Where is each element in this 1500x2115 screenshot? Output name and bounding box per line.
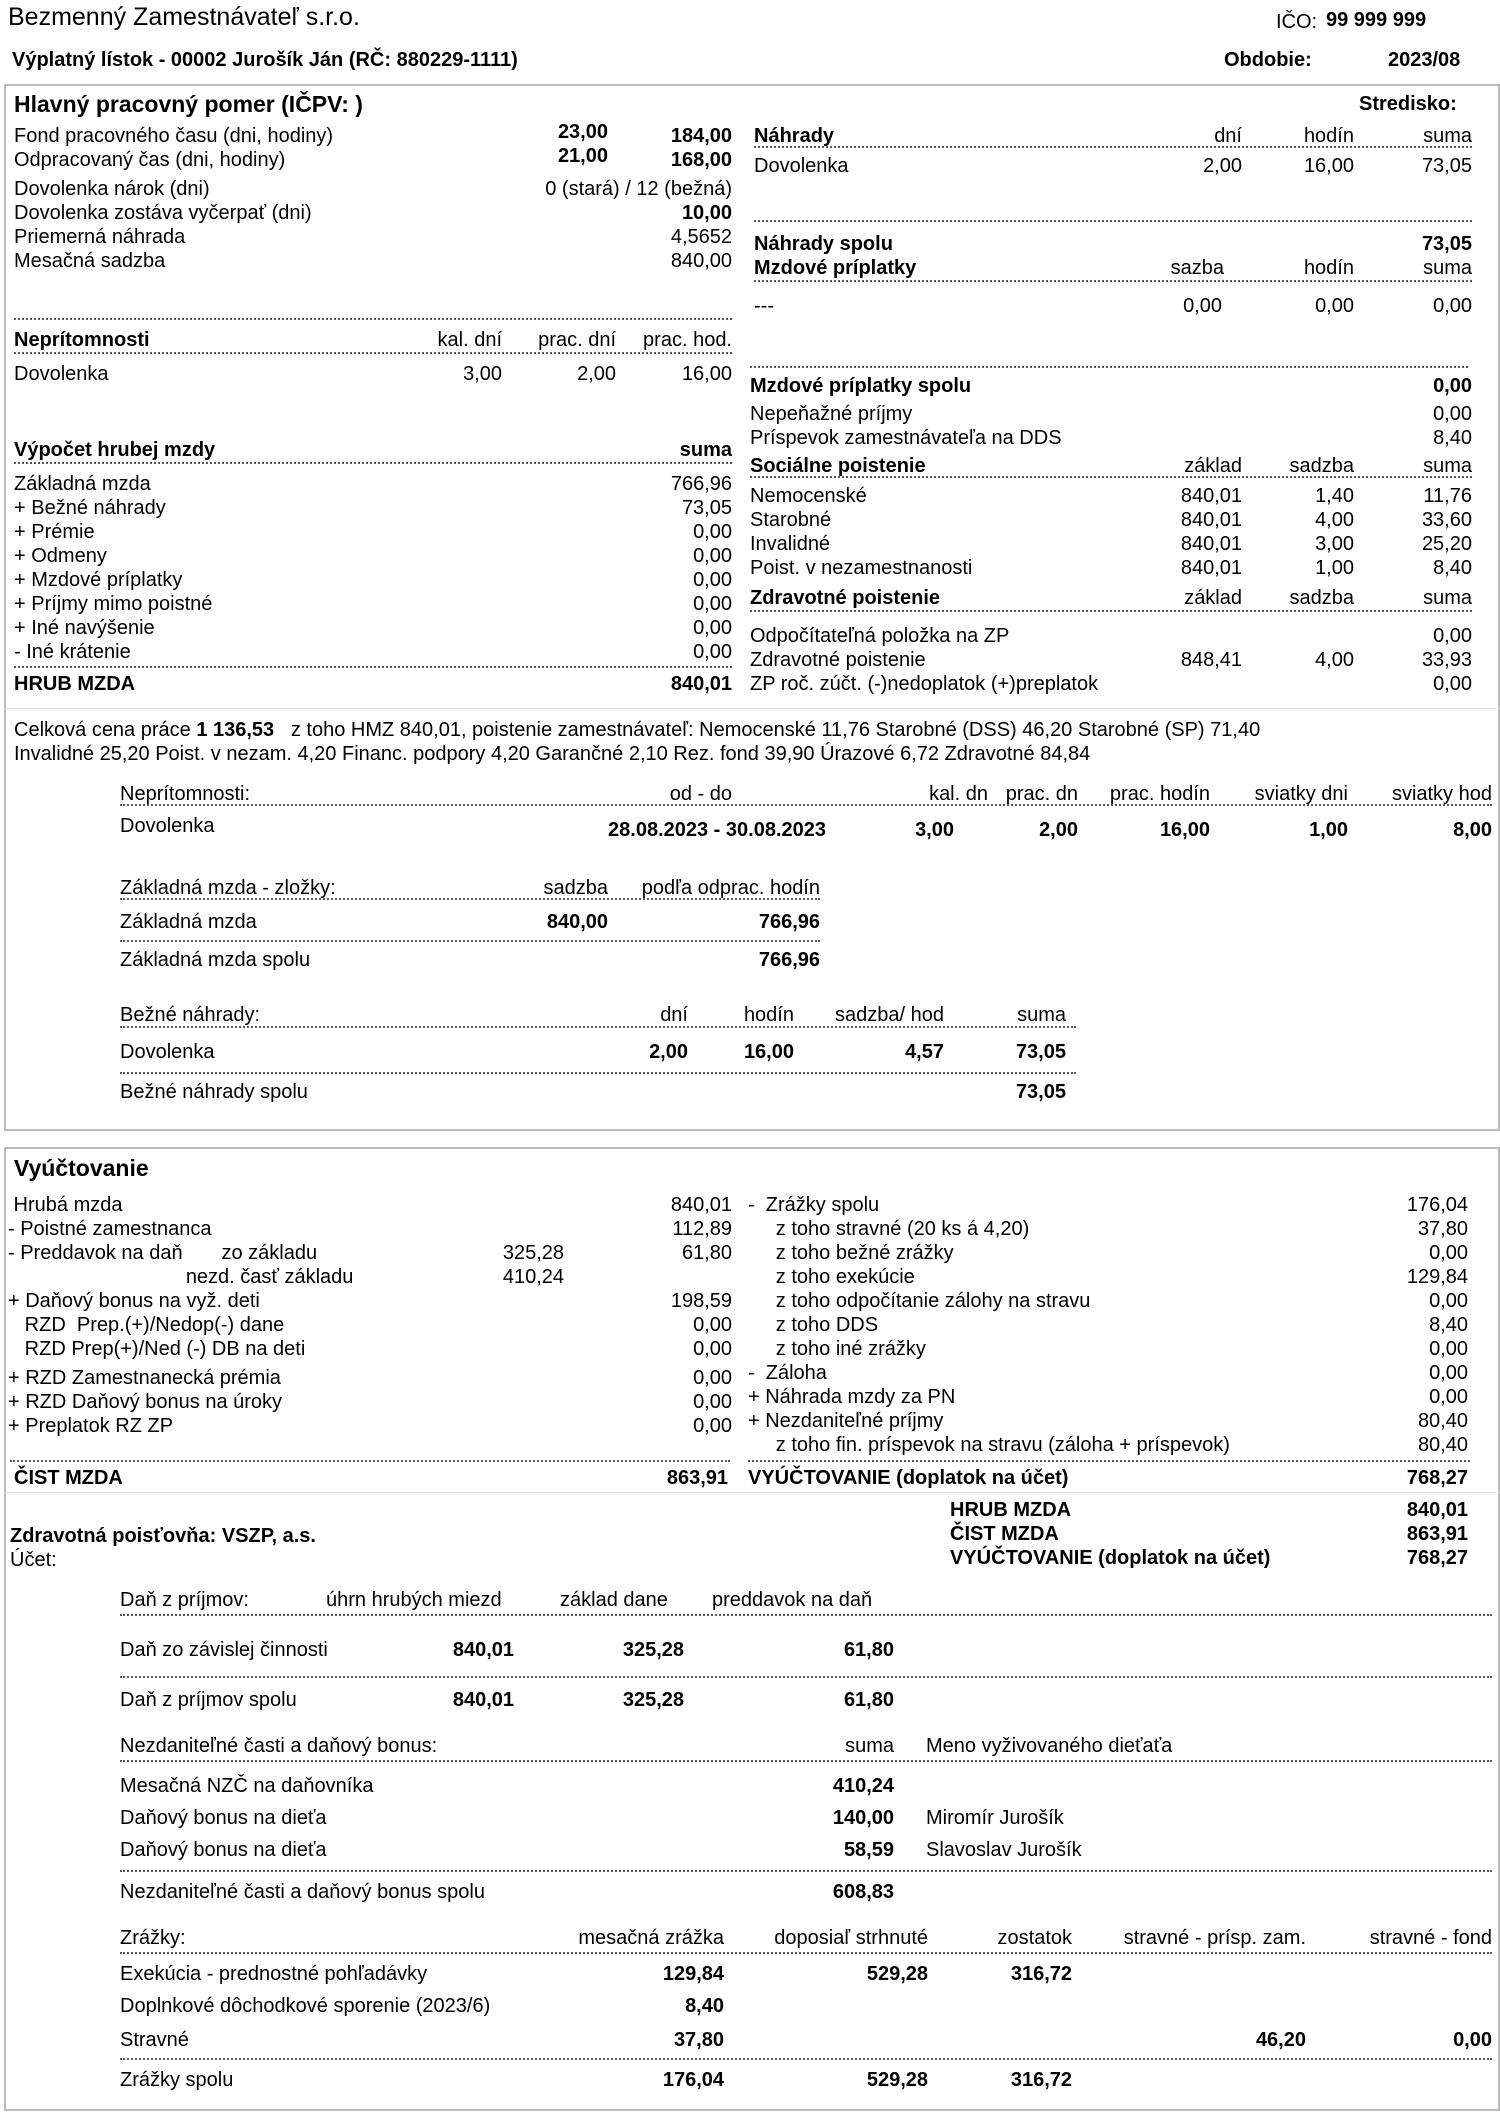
comp-row-days: 2,00	[1203, 155, 1242, 177]
deduction-row-label: Stravné	[120, 2029, 189, 2051]
abs2-head-holiday-days: sviatky dni	[1254, 783, 1348, 805]
divider	[120, 1676, 1492, 1678]
settlement-left-value: 840,01	[670, 1194, 732, 1216]
basic-row-hours: 766,96	[758, 911, 820, 933]
regcomp-head-rate: sadzba/ hod	[835, 1004, 944, 1026]
ico-label: IČO:	[1276, 11, 1318, 33]
settlement-right-label: z toho DDS	[748, 1314, 879, 1336]
supp-row-sum: 0,00	[1433, 295, 1472, 317]
settlement-right-value: 80,40	[1417, 1410, 1468, 1432]
settlement-left-value: 198,59	[670, 1290, 732, 1312]
settlement-left-label: - Poistné zamestnanca	[8, 1218, 212, 1240]
abs2-row-hours: 16,00	[1159, 819, 1210, 841]
tax-total-advance: 61,80	[843, 1689, 894, 1711]
social-col-rate: sadzba	[1289, 455, 1354, 477]
supp-row-rate: 0,00	[1183, 295, 1222, 317]
settlement-right-value: 129,84	[1406, 1266, 1468, 1288]
labor-cost-value: 1 136,53	[196, 719, 275, 741]
tax-head-label: Daň z príjmov:	[120, 1589, 249, 1611]
gross-row-label: + Príjmy mimo poistné	[14, 593, 213, 615]
settlement-right-value: 0,00	[1429, 1362, 1468, 1384]
tax-total-label: Daň z príjmov spolu	[120, 1689, 297, 1711]
comp-row-label: Dovolenka	[754, 155, 849, 177]
ded-total-withheld: 529,28	[866, 2069, 928, 2091]
settlement-right-label: - Záloha	[748, 1362, 827, 1384]
stredisko-label: Stredisko:	[1359, 93, 1457, 115]
nonmonetary-label: Nepeňažné príjmy	[750, 403, 913, 425]
abs2-head-hours: prac. hodín	[1109, 783, 1210, 805]
divider	[754, 280, 1472, 282]
settlement-right-value: 80,40	[1417, 1434, 1468, 1456]
abs2-head-label: Neprítomnosti:	[120, 783, 251, 805]
account-label: Účet:	[10, 1549, 57, 1571]
comp-total-value: 73,05	[1421, 233, 1472, 255]
divider	[14, 352, 732, 354]
summary-net-value: 863,91	[1406, 1523, 1468, 1545]
regcomp-head-label: Bežné náhrady:	[120, 1004, 261, 1026]
abs2-row-work: 2,00	[1039, 819, 1078, 841]
bonus-row-label: Daňový bonus na dieťa	[120, 1839, 327, 1861]
divider	[120, 1952, 1492, 1954]
settlement-right-value: 0,00	[1429, 1338, 1468, 1360]
comp-col-days: dní	[1214, 125, 1242, 147]
social-row-label: Poist. v nezamestnanosti	[750, 557, 973, 579]
ded-head-meal-fund: stravné - fond	[1369, 1927, 1492, 1949]
health-col-base: základ	[1184, 587, 1242, 609]
gross-row-value: 0,00	[693, 617, 732, 639]
period-label: Obdobie:	[1224, 49, 1312, 71]
social-row-base: 840,01	[1180, 485, 1242, 507]
settlement-left-value: 0,00	[693, 1415, 732, 1437]
deduction-row-withheld: 529,28	[866, 1963, 928, 1985]
abs2-row-cal: 3,00	[915, 819, 954, 841]
abs2-row-label: Dovolenka	[120, 815, 215, 837]
health-deductible-label: Odpočítateľná položka na ZP	[750, 625, 1010, 647]
divider	[754, 220, 1472, 222]
social-row-rate: 1,40	[1315, 485, 1354, 507]
divider	[120, 1026, 1076, 1028]
settlement-total-value: 768,27	[1406, 1467, 1468, 1489]
bonus-row-value: 58,59	[843, 1839, 894, 1861]
settlement-right-label: + Nezdaniteľné príjmy	[748, 1410, 944, 1432]
basic-total-label: Základná mzda spolu	[120, 949, 311, 971]
social-col-base: základ	[1184, 455, 1242, 477]
gross-row-label: + Prémie	[14, 521, 95, 543]
gross-row-value: 73,05	[681, 497, 732, 519]
divider	[14, 462, 732, 464]
absence-col-cal: kal. dní	[437, 329, 502, 351]
regcomp-row-rate: 4,57	[905, 1041, 944, 1063]
deduction-row-monthly: 8,40	[685, 1995, 724, 2017]
worked-label: Odpracovaný čas (dni, hodiny)	[14, 149, 286, 171]
labor-cost-line-1	[14, 718, 1260, 742]
comp-col-hours: hodín	[1303, 125, 1354, 147]
gross-row-label: - Iné krátenie	[14, 641, 131, 663]
settlement-right-label: - Zrážky spolu	[748, 1194, 880, 1216]
ded-total-balance: 316,72	[1010, 2069, 1072, 2091]
ded-head-meal-employer: stravné - prísp. zam.	[1123, 1927, 1306, 1949]
tax-row-gross: 840,01	[452, 1639, 514, 1661]
bonus-row-label: Daňový bonus na dieťa	[120, 1807, 327, 1829]
dds-value: 8,40	[1433, 427, 1472, 449]
social-row-base: 840,01	[1180, 509, 1242, 531]
divider	[120, 804, 1492, 806]
gross-row-value: 0,00	[693, 545, 732, 567]
basic-total-value: 766,96	[758, 949, 820, 971]
regcomp-head-hours: hodín	[743, 1004, 794, 1026]
abs2-head-cal: kal. dn	[929, 783, 988, 805]
settlement-right-label: z toho fin. príspevok na stravu (záloha + príspevok)	[748, 1434, 1230, 1456]
abs2-head-work: prac. dn	[1005, 783, 1078, 805]
health-row-rate: 4,00	[1315, 649, 1354, 671]
gross-row-value: 0,00	[693, 521, 732, 543]
divider	[14, 318, 732, 320]
health-annual-label: ZP roč. zúčt. (-)nedoplatok (+)preplatok	[750, 673, 1099, 695]
payslip-title: Výplatný lístok - 00002 Jurošík Ján (RČ: 880229-1111)	[12, 49, 518, 71]
vacation-left-value: 10,00	[681, 202, 732, 224]
summary-gross-value: 840,01	[1406, 1499, 1468, 1521]
supp-total-label: Mzdové príplatky spolu	[750, 375, 972, 397]
settlement-left-mid: 325,28	[502, 1242, 564, 1264]
summary-settle-label: VYÚČTOVANIE (doplatok na účet)	[950, 1547, 1271, 1569]
regcomp-head-days: dní	[660, 1004, 688, 1026]
divider	[750, 476, 1472, 478]
gross-total-value: 840,01	[670, 673, 732, 695]
health-col-rate: sadzba	[1289, 587, 1354, 609]
divider	[750, 366, 1468, 368]
regcomp-total-value: 73,05	[1015, 1081, 1066, 1103]
regcomp-row-hours: 16,00	[743, 1041, 794, 1063]
social-row-rate: 4,00	[1315, 509, 1354, 531]
avg-comp-label: Priemerná náhrada	[14, 226, 186, 248]
supp-row-hours: 0,00	[1315, 295, 1354, 317]
settlement-left-mid: 410,24	[502, 1266, 564, 1288]
fund-label: Fond pracovného času (dni, hodiny)	[14, 125, 334, 147]
divider	[120, 1072, 1076, 1074]
divider	[4, 1492, 1500, 1493]
bonus-row-value: 410,24	[832, 1775, 894, 1797]
supp-total-value: 0,00	[1433, 375, 1472, 397]
divider	[120, 1760, 1492, 1762]
bonus-row-label: Mesačná NZČ na daňovníka	[120, 1775, 374, 1797]
supp-col-rate: sazba	[1170, 257, 1224, 279]
worked-hours: 168,00	[670, 149, 732, 171]
period-value: 2023/08	[1388, 49, 1461, 71]
labor-cost-label: Celková cena práce	[14, 719, 197, 741]
social-row-rate: 3,00	[1315, 533, 1354, 555]
health-row-base: 848,41	[1180, 649, 1242, 671]
social-row-rate: 1,00	[1315, 557, 1354, 579]
ico-value: 99 999 999	[1326, 9, 1427, 31]
bonus-row-value: 140,00	[832, 1807, 894, 1829]
health-deductible-value: 0,00	[1433, 625, 1472, 647]
social-row-base: 840,01	[1180, 557, 1242, 579]
abs2-row-range: 28.08.2023 - 30.08.2023	[608, 819, 826, 841]
summary-gross-label: HRUB MZDA	[950, 1499, 1072, 1521]
settlement-left-label: + RZD Zamestnanecká prémia	[8, 1367, 281, 1389]
settlement-right-label: z toho stravné (20 ks á 4,20)	[748, 1218, 1030, 1240]
social-row-sum: 33,60	[1421, 509, 1472, 531]
settlement-left-value: 61,80	[681, 1242, 732, 1264]
basic-head-label: Základná mzda - zložky:	[120, 877, 336, 899]
settlement-left-value: 0,00	[693, 1367, 732, 1389]
settlement-left-label: + RZD Daňový bonus na úroky	[8, 1391, 283, 1413]
settlement-right-value: 0,00	[1429, 1386, 1468, 1408]
ded-total-monthly: 176,04	[662, 2069, 724, 2091]
social-row-sum: 11,76	[1423, 485, 1472, 507]
tax-row-advance: 61,80	[843, 1639, 894, 1661]
summary-net-label: ČIST MZDA	[950, 1523, 1059, 1545]
fund-days: 23,00	[557, 121, 608, 143]
nonmonetary-value: 0,00	[1433, 403, 1472, 425]
comp-col-sum: suma	[1423, 125, 1472, 147]
settlement-right-value: 0,00	[1429, 1290, 1468, 1312]
bonus-total-label: Nezdaniteľné časti a daňový bonus spolu	[120, 1881, 485, 1903]
basic-head-hours: podľa odprac. hodín	[641, 877, 820, 899]
absence-heading: Neprítomnosti	[14, 329, 150, 351]
settlement-right-value: 176,04	[1406, 1194, 1468, 1216]
dds-label: Príspevok zamestnávateľa na DDS	[750, 427, 1062, 449]
settlement-left-value: 0,00	[693, 1391, 732, 1413]
divider	[748, 1460, 1470, 1462]
gross-row-value: 0,00	[693, 641, 732, 663]
deduction-row-label: Doplnkové dôchodkové sporenie (2023/6)	[120, 1995, 491, 2017]
comp-row-sum: 73,05	[1421, 155, 1472, 177]
supp-heading: Mzdové príplatky	[754, 257, 917, 279]
abs2-head-holiday-hours: sviatky hod	[1391, 783, 1492, 805]
social-row-label: Nemocenské	[750, 485, 867, 507]
regcomp-row-sum: 73,05	[1015, 1041, 1066, 1063]
tax-row-base: 325,28	[622, 1639, 684, 1661]
divider	[10, 1460, 730, 1462]
labor-cost-detail: z toho HMZ 840,01, poistenie zamestnávateľ: Nemocenské 11,76 Starobné (DSS) 46,20 Starobné (SP) 71,40	[290, 719, 1261, 741]
settlement-left-label: RZD Prep(+)/Ned (-) DB na deti	[8, 1338, 306, 1360]
social-row-label: Starobné	[750, 509, 832, 531]
comp-row-hours: 16,00	[1303, 155, 1354, 177]
vacation-claim-value: 0 (stará) / 12 (bežná)	[545, 178, 732, 200]
divider	[120, 898, 820, 900]
settlement-right-label: z toho iné zrážky	[748, 1338, 926, 1360]
settlement-left-label: Hrubá mzda	[8, 1194, 123, 1216]
deduction-row-meal-employer: 46,20	[1255, 2029, 1306, 2051]
settlement-left-value: 0,00	[693, 1314, 732, 1336]
gross-total-label: HRUB MZDA	[14, 673, 136, 695]
settlement-left-label: RZD Prep.(+)/Nedop(-) dane	[8, 1314, 285, 1336]
gross-row-label: + Iné navýšenie	[14, 617, 155, 639]
avg-comp-value: 4,5652	[670, 226, 732, 248]
bonus-total-value: 608,83	[832, 1881, 894, 1903]
settlement-left-value: 112,89	[672, 1218, 732, 1240]
absence-col-work: prac. dní	[538, 329, 616, 351]
vacation-left-label: Dovolenka zostáva vyčerpať (dni)	[14, 202, 312, 224]
social-row-sum: 8,40	[1433, 557, 1472, 579]
main-heading: Hlavný pracovný pomer (IČPV: )	[14, 91, 363, 117]
gross-row-label: Základná mzda	[14, 473, 151, 495]
settlement-left-label: + Preplatok RZ ZP	[8, 1415, 174, 1437]
social-heading: Sociálne poistenie	[750, 455, 926, 477]
deduction-row-monthly: 37,80	[673, 2029, 724, 2051]
worked-days: 21,00	[557, 145, 608, 167]
supp-row-label: ---	[754, 295, 774, 317]
abs2-head-range: od - do	[669, 783, 732, 805]
absence-row-hours: 16,00	[681, 363, 732, 385]
absence-row-label: Dovolenka	[14, 363, 109, 385]
abs2-row-holiday-hours: 8,00	[1453, 819, 1492, 841]
divider	[754, 146, 1472, 148]
labor-cost-line-2: Invalidné 25,20 Poist. v nezam. 4,20 Financ. podpory 4,20 Garančné 2,10 Rez. fond 39,90 Úrazové 6,72 Zdravotné 84,84	[14, 743, 1091, 765]
ded-head-balance: zostatok	[997, 1927, 1072, 1949]
gross-row-value: 0,00	[693, 569, 732, 591]
settlement-right-label: z toho bežné zrážky	[748, 1242, 954, 1264]
company-name: Bezmenný Zamestnávateľ s.r.o.	[8, 3, 360, 31]
divider	[120, 1614, 1492, 1616]
absence-col-hours: prac. hod.	[643, 329, 732, 351]
social-row-base: 840,01	[1180, 533, 1242, 555]
gross-row-value: 0,00	[693, 593, 732, 615]
health-row-sum: 33,93	[1421, 649, 1472, 671]
divider	[120, 940, 820, 942]
comp-heading: Náhrady	[754, 125, 835, 147]
health-annual-value: 0,00	[1433, 673, 1472, 695]
settlement-total-label: VYÚČTOVANIE (doplatok na účet)	[748, 1467, 1069, 1489]
regcomp-total-label: Bežné náhrady spolu	[120, 1081, 308, 1103]
gross-sum-heading: suma	[679, 439, 732, 461]
divider	[14, 666, 732, 668]
tax-head-advance: preddavok na daň	[712, 1589, 873, 1611]
monthly-rate-value: 840,00	[670, 250, 732, 272]
abs2-row-holiday-days: 1,00	[1309, 819, 1348, 841]
health-row-label: Zdravotné poistenie	[750, 649, 926, 671]
divider	[120, 1870, 1492, 1872]
net-wage-label: ČIST MZDA	[14, 1467, 123, 1489]
tax-head-gross: úhrn hrubých miezd	[326, 1589, 502, 1611]
regcomp-row-days: 2,00	[649, 1041, 688, 1063]
deduction-row-meal-fund: 0,00	[1453, 2029, 1492, 2051]
gross-row-label: + Odmeny	[14, 545, 107, 567]
tax-row-label: Daň zo závislej činnosti	[120, 1639, 328, 1661]
vacation-claim-label: Dovolenka nárok (dni)	[14, 178, 210, 200]
ded-total-label: Zrážky spolu	[120, 2069, 234, 2091]
settlement-right-label: z toho odpočítanie zálohy na stravu	[748, 1290, 1091, 1312]
social-row-label: Invalidné	[750, 533, 831, 555]
social-row-sum: 25,20	[1421, 533, 1472, 555]
divider	[750, 610, 1472, 612]
settlement-right-value: 8,40	[1429, 1314, 1468, 1336]
gross-row-label: + Mzdové príplatky	[14, 569, 183, 591]
ded-head-label: Zrážky:	[120, 1927, 186, 1949]
settlement-left-label: + Daňový bonus na vyž. deti	[8, 1290, 260, 1312]
settlement-right-label: z toho exekúcie	[748, 1266, 915, 1288]
gross-row-label: + Bežné náhrady	[14, 497, 166, 519]
regcomp-row-label: Dovolenka	[120, 1041, 215, 1063]
settlement-left-value: 0,00	[693, 1338, 732, 1360]
settlement-right-value: 0,00	[1429, 1242, 1468, 1264]
deduction-row-label: Exekúcia - prednostné pohľadávky	[120, 1963, 428, 1985]
settlement-right-value: 37,80	[1417, 1218, 1468, 1240]
tax-head-base: základ dane	[560, 1589, 668, 1611]
supp-col-hours: hodín	[1303, 257, 1354, 279]
absence-row-work: 2,00	[577, 363, 616, 385]
social-col-sum: suma	[1423, 455, 1472, 477]
summary-settle-value: 768,27	[1406, 1547, 1468, 1569]
gross-heading: Výpočet hrubej mzdy	[14, 439, 216, 461]
basic-head-rate: sadzba	[543, 877, 608, 899]
settlement-left-label: nezd. časť základu	[8, 1266, 354, 1288]
gross-row-value: 766,96	[670, 473, 732, 495]
health-heading: Zdravotné poistenie	[750, 587, 941, 609]
fund-hours: 184,00	[670, 125, 732, 147]
deduction-row-monthly: 129,84	[662, 1963, 724, 1985]
settlement-heading: Vyúčtovanie	[14, 1155, 149, 1181]
absence-row-cal: 3,00	[463, 363, 502, 385]
net-wage-value: 863,91	[666, 1467, 728, 1489]
health-insurer: Zdravotná poisťovňa: VSZP, a.s.	[10, 1525, 316, 1547]
supp-col-sum: suma	[1423, 257, 1472, 279]
basic-row-rate: 840,00	[546, 911, 608, 933]
bonus-row-child-name: Miromír Jurošík	[926, 1807, 1064, 1829]
bonus-head-child: Meno vyživovaného dieťaťa	[926, 1735, 1173, 1757]
settlement-left-label: - Preddavok na daň zo základu	[8, 1242, 318, 1264]
bonus-row-child-name: Slavoslav Jurošík	[926, 1839, 1082, 1861]
divider	[120, 2058, 1492, 2060]
ded-head-monthly: mesačná zrážka	[578, 1927, 724, 1949]
bonus-head-label: Nezdaniteľné časti a daňový bonus:	[120, 1735, 438, 1757]
health-col-sum: suma	[1423, 587, 1472, 609]
divider	[4, 708, 1500, 709]
deduction-row-balance: 316,72	[1010, 1963, 1072, 1985]
comp-total-label: Náhrady spolu	[754, 233, 893, 255]
monthly-rate-label: Mesačná sadzba	[14, 250, 166, 272]
tax-total-gross: 840,01	[452, 1689, 514, 1711]
tax-total-base: 325,28	[622, 1689, 684, 1711]
basic-row-label: Základná mzda	[120, 911, 257, 933]
regcomp-head-sum: suma	[1017, 1004, 1066, 1026]
settlement-right-label: + Náhrada mzdy za PN	[748, 1386, 956, 1408]
ded-head-withheld: doposiaľ strhnuté	[774, 1927, 928, 1949]
bonus-head-sum: suma	[845, 1735, 894, 1757]
